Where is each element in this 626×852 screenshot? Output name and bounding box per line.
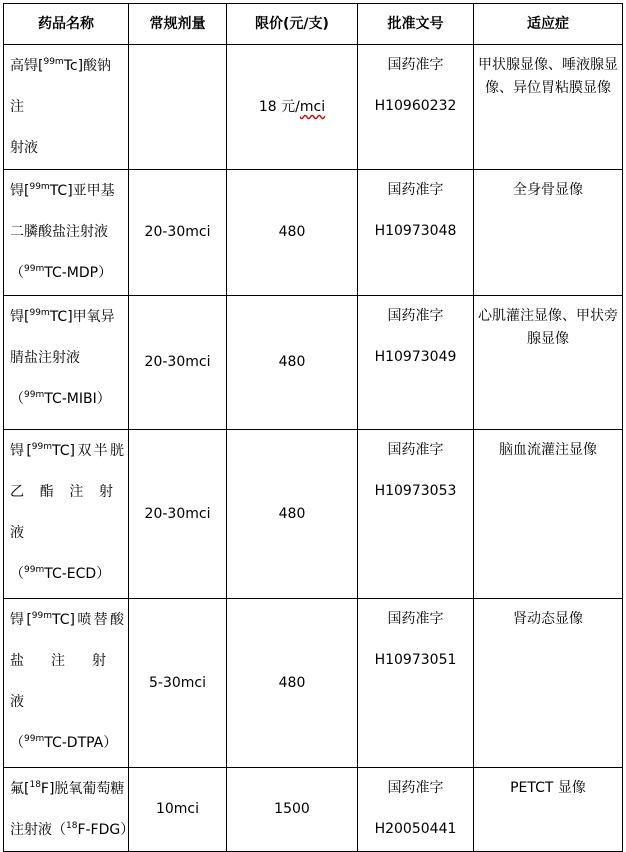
approval-prefix: 国药准字 (387, 57, 444, 73)
indication-cell (474, 430, 623, 599)
approval-number-cell (358, 170, 474, 296)
drug-name-line: 二膦酸盐注射液 (10, 224, 108, 240)
indication-cell (474, 45, 623, 170)
drug-formula-line: （$^{99m}$TC-MIBI） (10, 390, 111, 407)
drug-name-line: 锝[$^{99m}$TC]亚甲基 (10, 182, 115, 199)
indication-cell (474, 170, 623, 296)
dose-cell: 20-30mci (129, 170, 227, 296)
spellcheck-underline: mci (299, 99, 326, 115)
price-cell: 480 (227, 430, 358, 599)
drug-name-line: 锝[$^{99m}$TC]甲氧异 (10, 308, 115, 325)
drug-price-table-wrapper (3, 3, 623, 852)
header-row (4, 4, 623, 45)
indication-line: 甲状腺显像、唾液腺显 (478, 57, 618, 73)
indication-line: 全身骨显像 (513, 182, 583, 198)
drug-name-line: 射液 (10, 140, 38, 156)
header-dose: 常规剂量 (129, 4, 227, 45)
approval-prefix: 国药准字 (387, 611, 444, 627)
indication-cell (474, 768, 623, 852)
drug-name-cell (4, 430, 129, 599)
price-cell (227, 45, 358, 170)
dose-cell: 10mci (129, 768, 227, 852)
indication-line: 像、异位胃粘膜显像 (485, 80, 611, 96)
approval-number-cell (358, 768, 474, 852)
table-row (4, 599, 623, 768)
drug-name-cell (4, 170, 129, 296)
indication-cell (474, 296, 623, 430)
indication-line: 脑血流灌注显像 (499, 442, 597, 458)
price-cell: 480 (227, 170, 358, 296)
approval-prefix: 国药准字 (387, 182, 444, 198)
dose-cell: 20-30mci (129, 430, 227, 599)
approval-prefix: 国药准字 (387, 780, 444, 796)
approval-code: H10973049 (374, 349, 457, 365)
approval-number-cell (358, 296, 474, 430)
drug-name-cell (4, 45, 129, 170)
approval-code: H20050441 (374, 821, 457, 837)
drug-name-cell (4, 296, 129, 430)
price-cell: 1500 (227, 768, 358, 852)
approval-code: H10973053 (374, 483, 457, 499)
price-value: 18 元/mci (258, 99, 326, 115)
drug-name-line: 盐注射液 (10, 653, 124, 710)
approval-prefix: 国药准字 (387, 442, 444, 458)
approval-number-cell (358, 599, 474, 768)
drug-formula-line: （$^{99m}$TC-ECD） (10, 565, 111, 582)
drug-name-line: 氟[$^{18}$F]脱氧葡萄糖 (10, 780, 125, 797)
table-row (4, 45, 623, 170)
drug-name-line: 腈盐注射液 (10, 350, 80, 366)
indication-line: 腺显像 (527, 331, 569, 347)
approval-code: H10960232 (374, 98, 457, 114)
drug-formula-line: （$^{99m}$TC-MDP） (10, 264, 113, 281)
table-row (4, 430, 623, 599)
dose-cell (129, 45, 227, 170)
dose-cell: 5-30mci (129, 599, 227, 768)
indication-line: 心肌灌注显像、甲状旁 (478, 308, 618, 324)
table-row (4, 296, 623, 430)
table-row (4, 170, 623, 296)
indication-line: PETCT 显像 (510, 780, 586, 796)
drug-name-line: 乙酯注射液 (10, 484, 124, 541)
header-indication: 适应症 (474, 4, 623, 45)
approval-number-cell (358, 430, 474, 599)
price-cell: 480 (227, 296, 358, 430)
drug-price-table (3, 3, 623, 852)
drug-name-cell (4, 599, 129, 768)
price-cell: 480 (227, 599, 358, 768)
drug-formula-line: （$^{99m}$TC-DTPA） (10, 734, 118, 751)
dose-cell: 20-30mci (129, 296, 227, 430)
approval-code: H10973048 (374, 223, 457, 239)
drug-name-line: 锝[$^{99m}$TC]喷替酸 (10, 611, 124, 628)
drug-name-cell (4, 768, 135, 852)
drug-name-line: 高锝[$^{99m}$Tc]酸钠注 (10, 57, 112, 115)
indication-cell (474, 599, 623, 768)
header-drug-name: 药品名称 (4, 4, 129, 45)
table-row (4, 768, 623, 852)
drug-name-line: 锝[$^{99m}$TC]双半胱 (10, 442, 124, 459)
approval-prefix: 国药准字 (387, 308, 444, 324)
approval-code: H10973051 (374, 652, 457, 668)
approval-number-cell (358, 45, 474, 170)
header-price-limit: 限价(元/支) (227, 4, 358, 45)
drug-formula-line: 注射液（$^{18}$F-FDG） (10, 821, 135, 838)
header-approval-number: 批准文号 (358, 4, 474, 45)
indication-line: 肾动态显像 (513, 611, 583, 627)
